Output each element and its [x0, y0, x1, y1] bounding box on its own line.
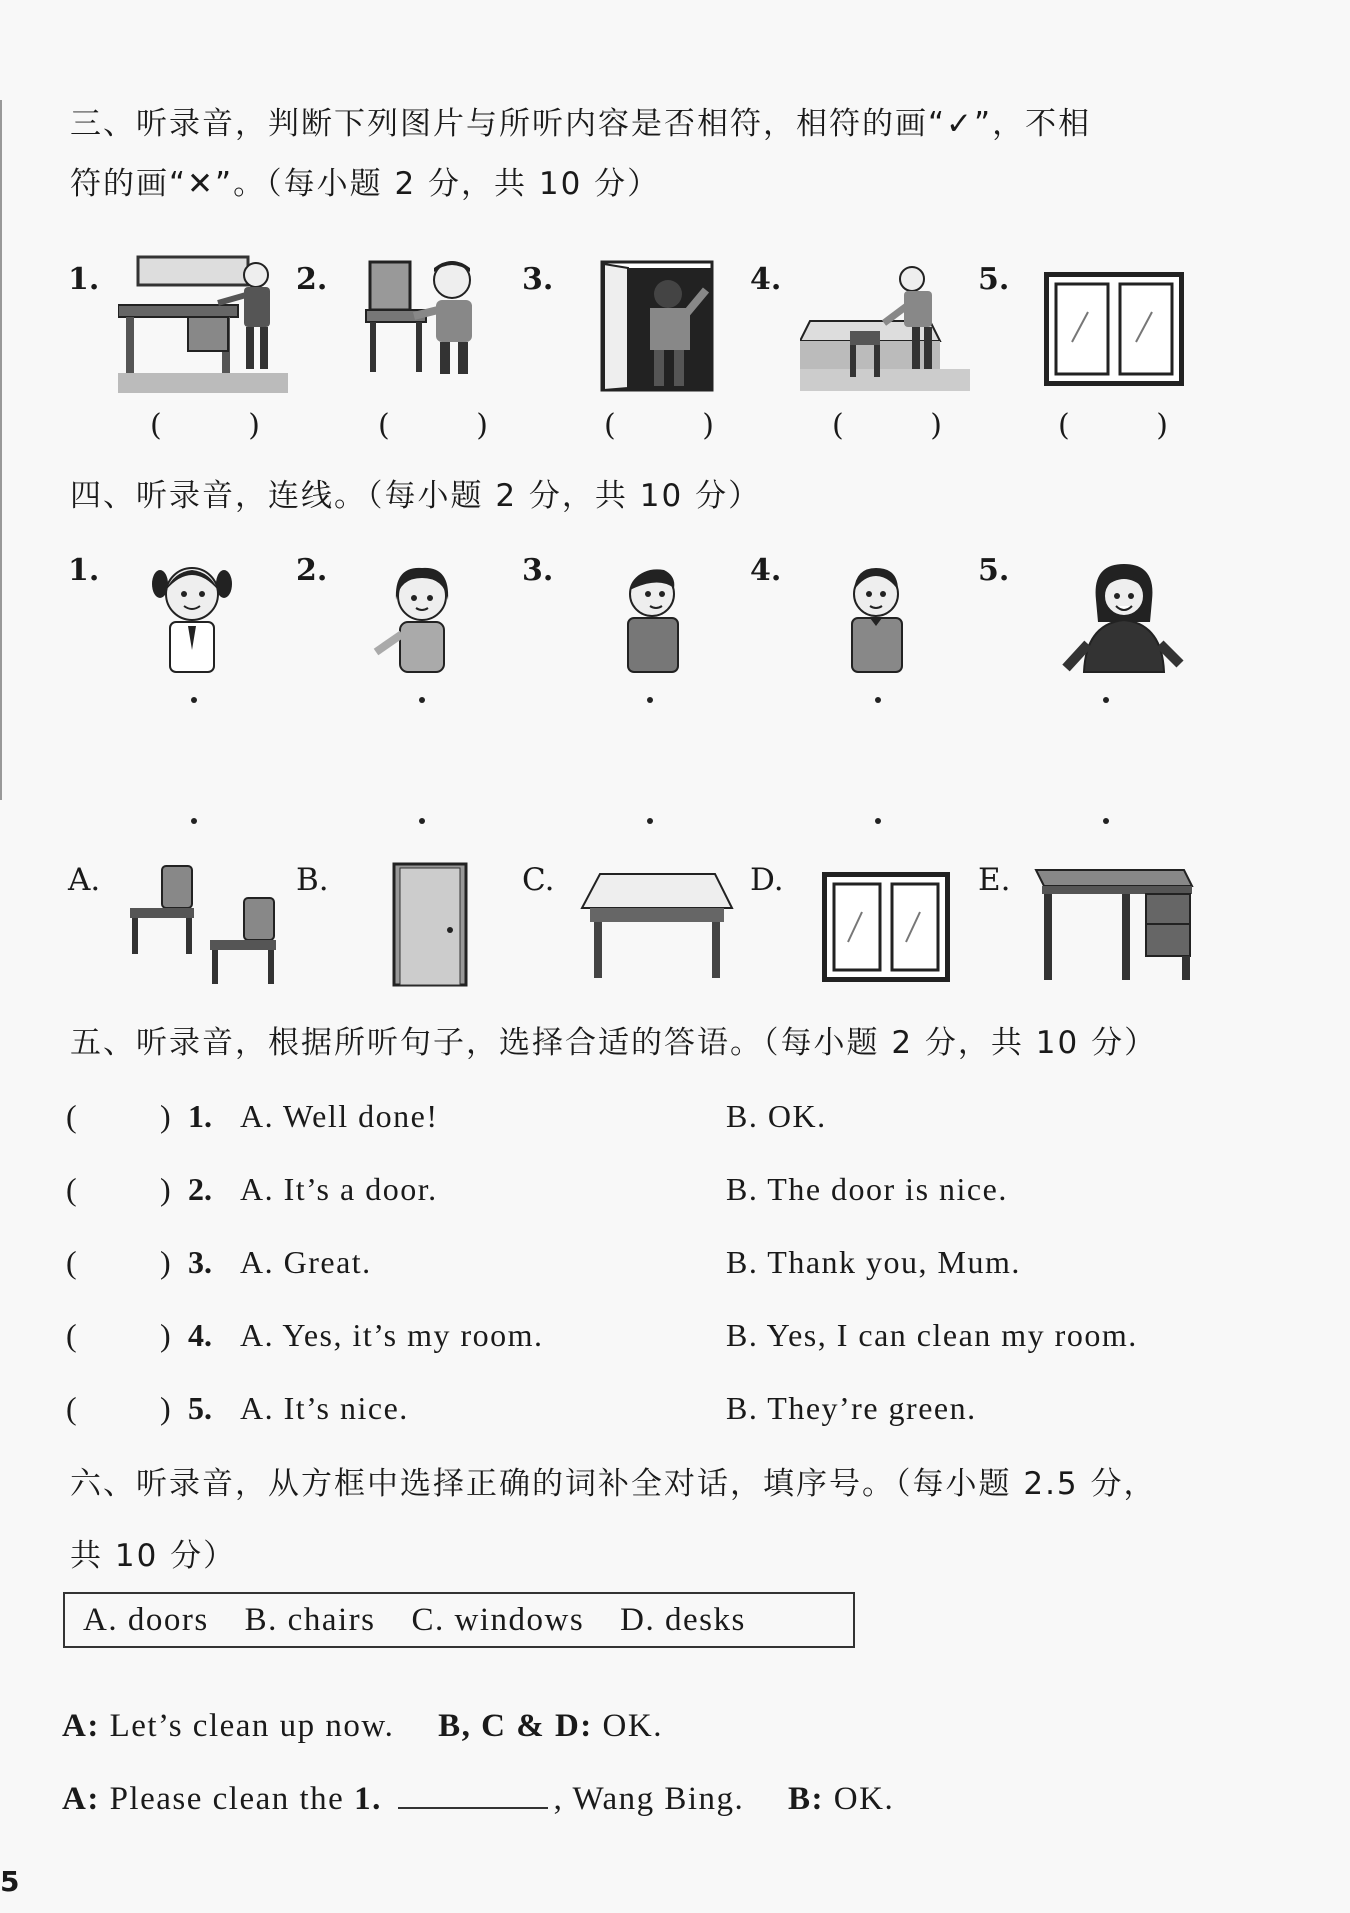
option-a: A. It’s nice.	[240, 1390, 409, 1426]
dialog-line-1	[62, 1708, 663, 1745]
question-number: 3.	[188, 1244, 212, 1280]
dialog-text: OK.	[833, 1781, 895, 1817]
word-option: B. chairs	[244, 1601, 376, 1638]
match-dot-bottom[interactable]	[647, 818, 653, 824]
s4-person-num: 4.	[750, 553, 782, 588]
section5-heading: 五、听录音，根据所听句子，选择合适的答语。（每小题 2 分，共 10 分）	[70, 1025, 1158, 1061]
answer-parens[interactable]: ( )	[378, 408, 488, 443]
s4-object-letter: C.	[522, 862, 555, 898]
boy-side-icon	[618, 560, 688, 675]
answer-paren-close[interactable]: )	[160, 1171, 171, 1207]
section3-heading-line1: 三、听录音，判断下列图片与所听内容是否相符，相符的画“✓”，不相	[70, 106, 1092, 142]
question-row	[66, 1171, 1266, 1211]
dialog-text: Please clean the	[109, 1781, 345, 1817]
window-icon	[822, 872, 950, 982]
boy-cleaning-table-icon	[800, 265, 975, 395]
answer-parens[interactable]: ( )	[150, 408, 260, 443]
section4-heading: 四、听录音，连线。（每小题 2 分，共 10 分）	[70, 478, 762, 514]
margin-line	[0, 100, 2, 800]
boy-front-icon	[842, 560, 912, 675]
option-b: B. OK.	[726, 1098, 827, 1134]
boy-cleaning-desk-icon	[118, 255, 288, 395]
dialog-line-2	[62, 1781, 894, 1818]
option-a: A. Well done!	[240, 1098, 439, 1134]
girl-pigtails-icon	[150, 560, 235, 675]
answer-paren-open[interactable]: (	[66, 1098, 77, 1134]
question-number: 1.	[188, 1098, 212, 1134]
s4-object-letter: D.	[750, 862, 784, 898]
woman-icon	[1062, 560, 1187, 675]
option-a: A. Yes, it’s my room.	[240, 1317, 544, 1353]
s4-object-letter: A.	[68, 862, 101, 898]
answer-parens[interactable]: ( )	[832, 408, 942, 443]
match-dot-bottom[interactable]	[875, 818, 881, 824]
blank-number: 1.	[354, 1781, 382, 1817]
word-option: D. desks	[620, 1601, 746, 1638]
match-dot-bottom[interactable]	[1103, 818, 1109, 824]
option-b: B. Yes, I can clean my room.	[726, 1317, 1138, 1353]
desk-icon	[1034, 866, 1194, 984]
question-number: 2.	[188, 1171, 212, 1207]
match-dot-top[interactable]	[419, 697, 425, 703]
boy-cleaning-chair-icon	[362, 258, 502, 388]
answer-paren-close[interactable]: )	[160, 1098, 171, 1134]
word-option: C. windows	[411, 1601, 585, 1638]
s3-item-num: 4.	[750, 262, 782, 297]
speaker-label: B:	[788, 1781, 825, 1817]
page-number: 5	[0, 1865, 20, 1898]
question-number: 5.	[188, 1390, 212, 1426]
answer-paren-open[interactable]: (	[66, 1244, 77, 1280]
s3-item-num: 5.	[978, 262, 1010, 297]
match-dot-top[interactable]	[647, 697, 653, 703]
option-b: B. The door is nice.	[726, 1171, 1008, 1207]
match-dot-top[interactable]	[1103, 697, 1109, 703]
speaker-label: A:	[62, 1781, 100, 1817]
option-a: A. It’s a door.	[240, 1171, 438, 1207]
answer-parens[interactable]: ( )	[1058, 408, 1168, 443]
answer-blank[interactable]	[398, 1807, 548, 1809]
dialog-text: , Wang Bing.	[553, 1781, 745, 1817]
boy-cleaning-door-icon	[600, 260, 720, 395]
s3-item-num: 3.	[522, 262, 554, 297]
dialog-text: OK.	[602, 1708, 663, 1744]
option-b: B. Thank you, Mum.	[726, 1244, 1021, 1280]
s4-object-letter: B.	[296, 862, 329, 898]
girl-short-hair-icon	[372, 560, 467, 675]
match-dot-bottom[interactable]	[191, 818, 197, 824]
s4-object-letter: E.	[978, 862, 1011, 898]
speaker-label: B, C & D:	[438, 1708, 593, 1744]
question-row	[66, 1098, 1266, 1138]
answer-paren-open[interactable]: (	[66, 1390, 77, 1426]
match-dot-bottom[interactable]	[419, 818, 425, 824]
match-dot-top[interactable]	[191, 697, 197, 703]
section6-heading-line1: 六、听录音，从方框中选择正确的词补全对话，填序号。（每小题 2.5 分，	[70, 1466, 1157, 1502]
question-row	[66, 1244, 1266, 1284]
s3-item-num: 2.	[296, 262, 328, 297]
section6-heading-line2: 共 10 分）	[70, 1538, 237, 1574]
option-b: B. They’re green.	[726, 1390, 977, 1426]
answer-paren-open[interactable]: (	[66, 1317, 77, 1353]
answer-paren-open[interactable]: (	[66, 1171, 77, 1207]
dialog-text: Let’s clean up now.	[109, 1708, 395, 1744]
s4-person-num: 5.	[978, 553, 1010, 588]
s4-person-num: 1.	[68, 553, 100, 588]
s4-person-num: 3.	[522, 553, 554, 588]
chairs-icon	[128, 862, 283, 987]
answer-paren-close[interactable]: )	[160, 1317, 171, 1353]
s4-person-num: 2.	[296, 553, 328, 588]
question-number: 4.	[188, 1317, 212, 1353]
answer-paren-close[interactable]: )	[160, 1390, 171, 1426]
s3-item-num: 1.	[68, 262, 100, 297]
word-bank-box	[63, 1592, 855, 1648]
question-row	[66, 1317, 1266, 1357]
answer-paren-close[interactable]: )	[160, 1244, 171, 1280]
speaker-label: A:	[62, 1708, 100, 1744]
question-row	[66, 1390, 1266, 1430]
word-option: A. doors	[83, 1601, 209, 1638]
door-icon	[392, 862, 468, 987]
table-icon	[580, 872, 735, 982]
answer-parens[interactable]: ( )	[604, 408, 714, 443]
option-a: A. Great.	[240, 1244, 372, 1280]
match-dot-top[interactable]	[875, 697, 881, 703]
window-icon	[1044, 272, 1184, 386]
section3-heading-line2: 符的画“✕”。（每小题 2 分，共 10 分）	[70, 166, 661, 202]
